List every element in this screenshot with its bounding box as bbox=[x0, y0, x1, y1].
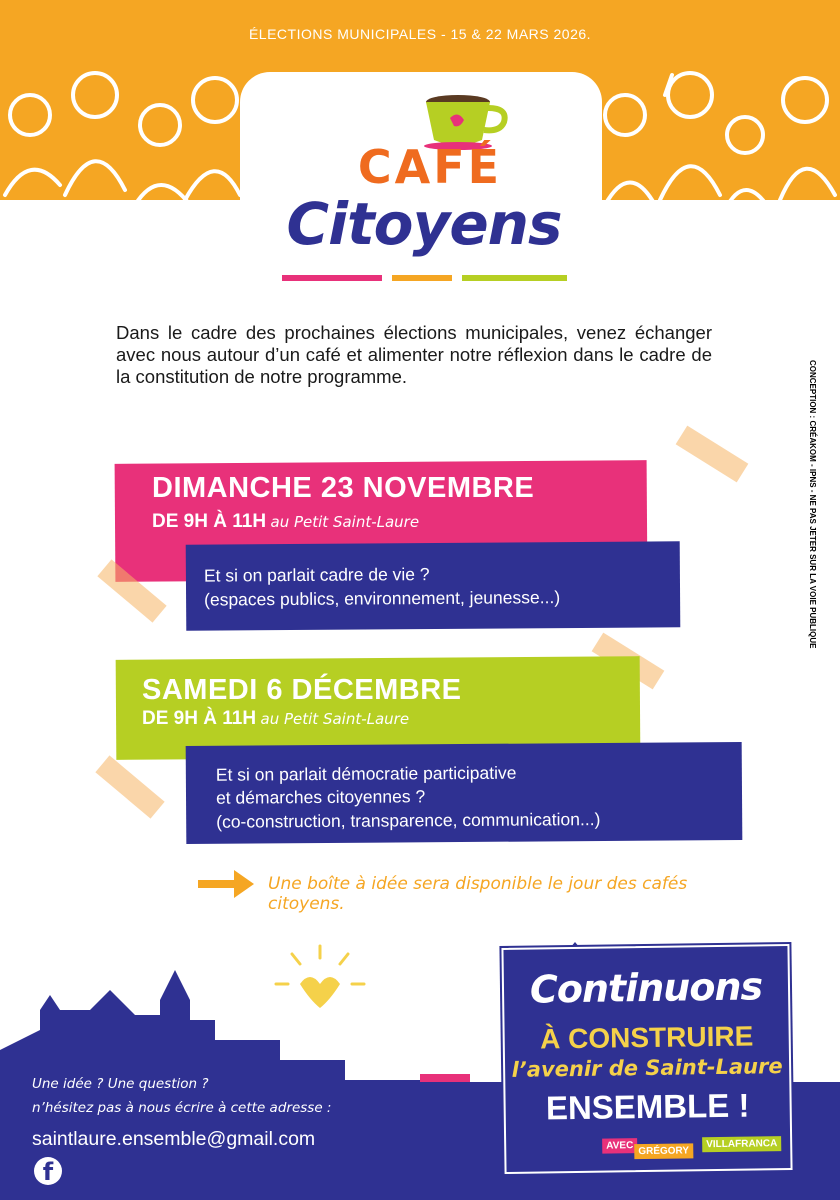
candidate-tag-first: GRÉGORY bbox=[634, 1143, 693, 1159]
slogan-line-2: À CONSTRUIRE bbox=[539, 1020, 754, 1055]
event-2-time: DE 9H À 11H bbox=[142, 708, 257, 729]
contact-prompt-2: n’hésitez pas à nous écrire à cette adresse : bbox=[32, 1100, 332, 1116]
slogan-line-4: ENSEMBLE ! bbox=[545, 1086, 750, 1127]
candidate-tag-last: VILLAFRANCA bbox=[702, 1136, 781, 1152]
candidate-tag-avec: AVEC bbox=[602, 1138, 637, 1153]
event-1-topic bbox=[186, 541, 681, 630]
event-1-time: DE 9H À 11H bbox=[152, 511, 267, 532]
election-dates: ÉLECTIONS MUNICIPALES - 15 & 22 MARS 2026. bbox=[248, 26, 592, 42]
arrow-right-icon bbox=[196, 868, 256, 900]
event-2-topic-line2: et démarches citoyennes ? bbox=[215, 786, 426, 808]
event-2-topic bbox=[186, 742, 743, 844]
slogan-line-1: Continuons bbox=[529, 964, 763, 1012]
event-1-topic-line2: (espaces publics, environnement, jeunesse...) bbox=[204, 587, 561, 610]
facebook-icon[interactable]: f bbox=[34, 1157, 62, 1185]
event-1-time-place bbox=[152, 511, 419, 533]
event-2-topic-line1: Et si on parlait démocratie participative bbox=[215, 762, 517, 785]
intro-text: Dans le cadre des prochaines élections municipales, venez échanger avec nous autour d’un café et alimenter notre réflexion dans le cadre de la constitution de notre programme. bbox=[116, 322, 712, 387]
tape-decoration bbox=[95, 755, 164, 818]
event-2-topic-line3: (co-construction, transparence, communication...) bbox=[216, 809, 601, 832]
tape-decoration bbox=[676, 426, 749, 483]
event-2-place: au Petit Saint-Laure bbox=[260, 710, 410, 728]
event-1-date: DIMANCHE 23 NOVEMBRE bbox=[152, 472, 535, 504]
event-2-date: SAMEDI 6 DÉCEMBRE bbox=[142, 674, 462, 706]
event-2-time-place bbox=[142, 708, 409, 730]
logo-underline bbox=[282, 275, 567, 281]
event-1-topic-line1: Et si on parlait cadre de vie ? bbox=[203, 564, 430, 586]
contact-prompt-1: Une idée ? Une question ? bbox=[32, 1076, 209, 1092]
event-1-place: au Petit Saint-Laure bbox=[270, 513, 420, 531]
logo-word-cafe: CAFÉ bbox=[357, 140, 503, 194]
legal-mention: CONCEPTION : CRÉAKOM - IPNS - NE PAS JETER SUR LA VOIE PUBLIQUE bbox=[808, 360, 817, 649]
logo-word-citoyens: Citoyens bbox=[286, 190, 562, 258]
slogan-line-3: l’avenir de Saint-Laure bbox=[511, 1054, 783, 1082]
contact-email-link[interactable]: saintlaure.ensemble@gmail.com bbox=[32, 1128, 316, 1150]
idea-box-note: Une boîte à idée sera disponible le jour des cafés citoyens. bbox=[268, 874, 688, 914]
slogan-box bbox=[501, 944, 792, 1174]
